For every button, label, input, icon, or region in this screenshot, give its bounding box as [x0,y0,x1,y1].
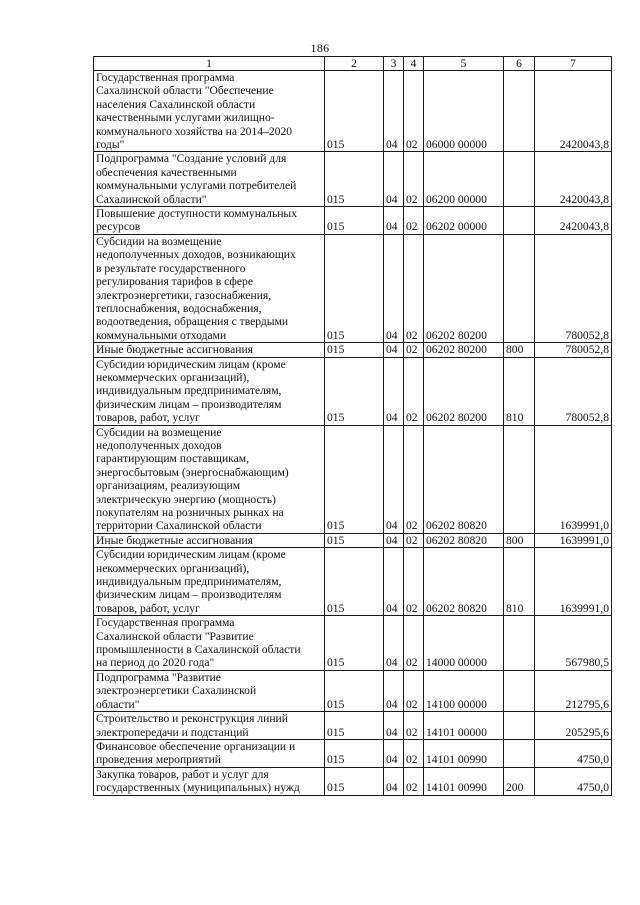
expense-type-cell [504,616,535,671]
expense-type-cell: 200 [504,767,535,795]
row-name-cell: Субсидии на возмещение недополученных доходов гарантирующим поставщикам, энергосбытовым (энергоснабжающим) организациям, реализующим электрическую энергию (мощность) покупателям на розничных рынках на территории Сахалинской области [94,425,325,533]
row-name-cell: Субсидии юридическим лицам (кроме некоммерческих организаций), индивидуальным предпринимателям, физическим лицам – производителям товаров, работ, услуг [94,548,325,616]
row-name-cell: Государственная программа Сахалинской области "Обеспечение населения Сахалинской области качественными услугами жилищно- коммунального хозяйства на 2014–2020 годы" [94,71,325,152]
amount-cell: 780052,8 [535,357,612,425]
target-article-cell: 06202 80820 [424,533,504,547]
target-article-cell: 14100 00000 [424,670,504,711]
subsection-cell: 02 [404,548,424,616]
section-cell: 04 [384,712,404,740]
row-name-cell: Иные бюджетные ассигнования [94,343,325,357]
ministry-code-cell: 015 [325,343,384,357]
expense-type-cell [504,712,535,740]
column-header-7: 7 [535,57,612,71]
subsection-cell: 02 [404,425,424,533]
amount-cell: 212795,6 [535,670,612,711]
ministry-code-cell: 015 [325,548,384,616]
amount-cell: 1639991,0 [535,425,612,533]
row-name-cell: Иные бюджетные ассигнования [94,533,325,547]
subsection-cell: 02 [404,670,424,711]
target-article-cell: 06000 00000 [424,71,504,152]
section-cell: 04 [384,425,404,533]
expense-type-cell: 800 [504,533,535,547]
ministry-code-cell: 015 [325,767,384,795]
column-header-5: 5 [424,57,504,71]
expense-type-cell [504,234,535,342]
section-cell: 04 [384,739,404,767]
row-name-cell: Закупка товаров, работ и услуг для государственных (муниципальных) нужд [94,767,325,795]
table-row [94,739,612,767]
expense-type-cell [504,152,535,207]
row-name-cell: Субсидии юридическим лицам (кроме некоммерческих организаций), индивидуальным предпринимателям, физическим лицам – производителям товаров, работ, услуг [94,357,325,425]
section-cell: 04 [384,533,404,547]
expense-type-cell: 800 [504,343,535,357]
row-name-cell: Финансовое обеспечение организации и проведения мероприятий [94,739,325,767]
amount-cell: 4750,0 [535,767,612,795]
ministry-code-cell: 015 [325,152,384,207]
expense-type-cell: 810 [504,548,535,616]
subsection-cell: 02 [404,616,424,671]
table-row [94,616,612,671]
ministry-code-cell: 015 [325,357,384,425]
table-row [94,234,612,342]
amount-cell: 2420043,8 [535,207,612,235]
table-row [94,767,612,795]
amount-cell: 780052,8 [535,234,612,342]
row-name-cell: Подпрограмма "Создание условий для обеспечения качественными коммунальными услугами потребителей Сахалинской области" [94,152,325,207]
subsection-cell: 02 [404,234,424,342]
page-number: 186 [310,41,330,55]
expense-type-cell [504,71,535,152]
target-article-cell: 06202 80200 [424,357,504,425]
section-cell: 04 [384,357,404,425]
table-row [94,548,612,616]
row-name-cell: Субсидии на возмещение недополученных доходов, возникающих в результате государственного регулирования тарифов в сфере электроэнергетики, газоснабжения, теплоснабжения, водоснабжения, водоотведения, обращения с твердыми коммунальными отходами [94,234,325,342]
target-article-cell: 14101 00000 [424,712,504,740]
subsection-cell: 02 [404,357,424,425]
target-article-cell: 06202 80820 [424,425,504,533]
row-name-cell: Государственная программа Сахалинской области "Развитие промышленности в Сахалинской области на период до 2020 года" [94,616,325,671]
target-article-cell: 06202 80200 [424,343,504,357]
section-cell: 04 [384,71,404,152]
ministry-code-cell: 015 [325,670,384,711]
target-article-cell: 06202 80820 [424,548,504,616]
ministry-code-cell: 015 [325,71,384,152]
subsection-cell: 02 [404,739,424,767]
table-row [94,152,612,207]
expense-type-cell [504,207,535,235]
expense-type-cell [504,670,535,711]
table-row [94,425,612,533]
target-article-cell: 14000 00000 [424,616,504,671]
amount-cell: 2420043,8 [535,71,612,152]
target-article-cell: 14101 00990 [424,767,504,795]
subsection-cell: 02 [404,343,424,357]
ministry-code-cell: 015 [325,533,384,547]
expense-type-cell: 810 [504,357,535,425]
target-article-cell: 06202 80200 [424,234,504,342]
amount-cell: 4750,0 [535,739,612,767]
subsection-cell: 02 [404,207,424,235]
ministry-code-cell: 015 [325,234,384,342]
subsection-cell: 02 [404,152,424,207]
target-article-cell: 14101 00990 [424,739,504,767]
section-cell: 04 [384,207,404,235]
table-row [94,343,612,357]
table-row [94,71,612,152]
table-header-row [94,57,612,71]
section-cell: 04 [384,767,404,795]
column-header-2: 2 [325,57,384,71]
amount-cell: 2420043,8 [535,152,612,207]
subsection-cell: 02 [404,767,424,795]
section-cell: 04 [384,616,404,671]
section-cell: 04 [384,152,404,207]
section-cell: 04 [384,234,404,342]
ministry-code-cell: 015 [325,712,384,740]
ministry-code-cell: 015 [325,616,384,671]
section-cell: 04 [384,343,404,357]
row-name-cell: Подпрограмма "Развитие электроэнергетики Сахалинской области" [94,670,325,711]
expense-type-cell [504,739,535,767]
target-article-cell: 06200 00000 [424,152,504,207]
column-header-3: 3 [384,57,404,71]
section-cell: 04 [384,670,404,711]
table-row [94,207,612,235]
ministry-code-cell: 015 [325,739,384,767]
subsection-cell: 02 [404,533,424,547]
section-cell: 04 [384,548,404,616]
row-name-cell: Строительство и реконструкция линий электропередачи и подстанций [94,712,325,740]
amount-cell: 1639991,0 [535,548,612,616]
table-row [94,712,612,740]
ministry-code-cell: 015 [325,425,384,533]
table-row [94,533,612,547]
subsection-cell: 02 [404,71,424,152]
amount-cell: 1639991,0 [535,533,612,547]
table-row [94,357,612,425]
expense-type-cell [504,425,535,533]
subsection-cell: 02 [404,712,424,740]
column-header-6: 6 [504,57,535,71]
table-row [94,670,612,711]
target-article-cell: 06202 00000 [424,207,504,235]
column-header-1: 1 [94,57,325,71]
amount-cell: 567980,5 [535,616,612,671]
column-header-4: 4 [404,57,424,71]
budget-table [93,56,612,796]
amount-cell: 205295,6 [535,712,612,740]
amount-cell: 780052,8 [535,343,612,357]
ministry-code-cell: 015 [325,207,384,235]
row-name-cell: Повышение доступности коммунальных ресурсов [94,207,325,235]
